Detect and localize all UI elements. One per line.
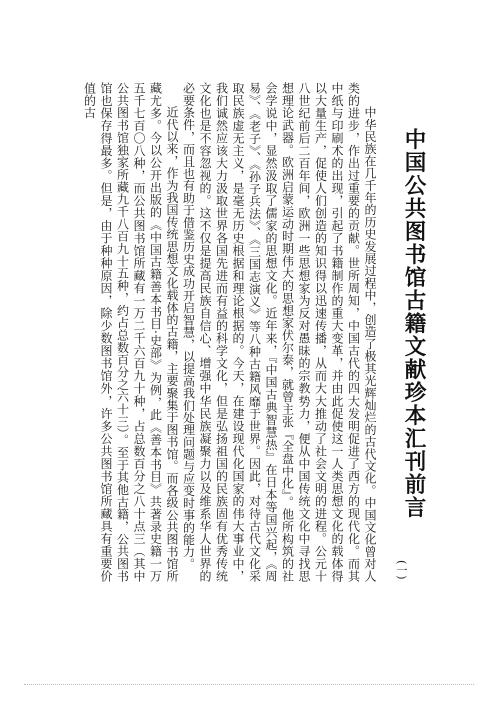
page-number: (一) (395, 560, 408, 580)
paragraph-1: 中华民族在几千年的历史发展过程中，创造了极其光辉灿烂的古代文化。中国文化曾对人类的进步，作出过重要的贡献。世所周知，中国古代的四大发明促进了西方的现代化。而其中纸与印刷术的出现，引起了书籍制作的重大变革，并由此促使这一人类思想文化的载体得以大量生产，促使人们创造的知识得以迅速传播，从而大大推动了社会文明的进程。公元十八世纪前后二百年间，欧洲一些思想家为反对愚昧的宗教势力，便从中国传统文化中寻找思想理论武器。欧洲启蒙运动时期伟大的思想家伏尔泰，就曾主张『全盘中化』。他所构筑的社会学说中，显然汲取了儒家的思想文化。近年来，『中国古典智慧热』在日本等国兴起，《周易》、《老子》、《孙子兵法》、《三国志演义》等八种古籍风靡于世界。因此，对待古代文化采取民族虚无主义，是毫无历史根据和理论根据的。今天，在建设现代化国家的伟大事业中，我们诚然应该大力汲取世界各国先进而有益的科学文化，但是弘扬祖国的民族固有优秀传统文化也是不容忽视的。这不仅是提高民族自信心、增强中华民族凝聚力以及维系华人世界的必要条件，而且也有助于借鉴历史成功开启智慧，以提高我们处理问题与应变时事的能力。 (181, 82, 377, 582)
body-text (81, 82, 378, 582)
page-title: 中国公共图书馆古籍文献珍本汇刊前言 (401, 128, 426, 519)
paragraph-2: 近代以来，作为我国传统思想文化载体的古籍，主要聚集于图书馆。而各级公共图书馆所藏尤多。今以公开出版的《中国古籍善本书目·史部》为例，此《善本书目》共著录史籍一万五千七百〇八种，而公共图书馆所藏有一万二千六百九十种，占总数百分之八十点三（其中公共图书馆独家所藏九千八百九十五种，约占总数百分之六十三）。至于其他古籍，公共图书馆也保存得最多。但是，由于种种原因，除少数图书馆外，许多公共图书馆所藏具有重要价值的古 (82, 82, 179, 582)
bottom-divider (24, 684, 474, 685)
